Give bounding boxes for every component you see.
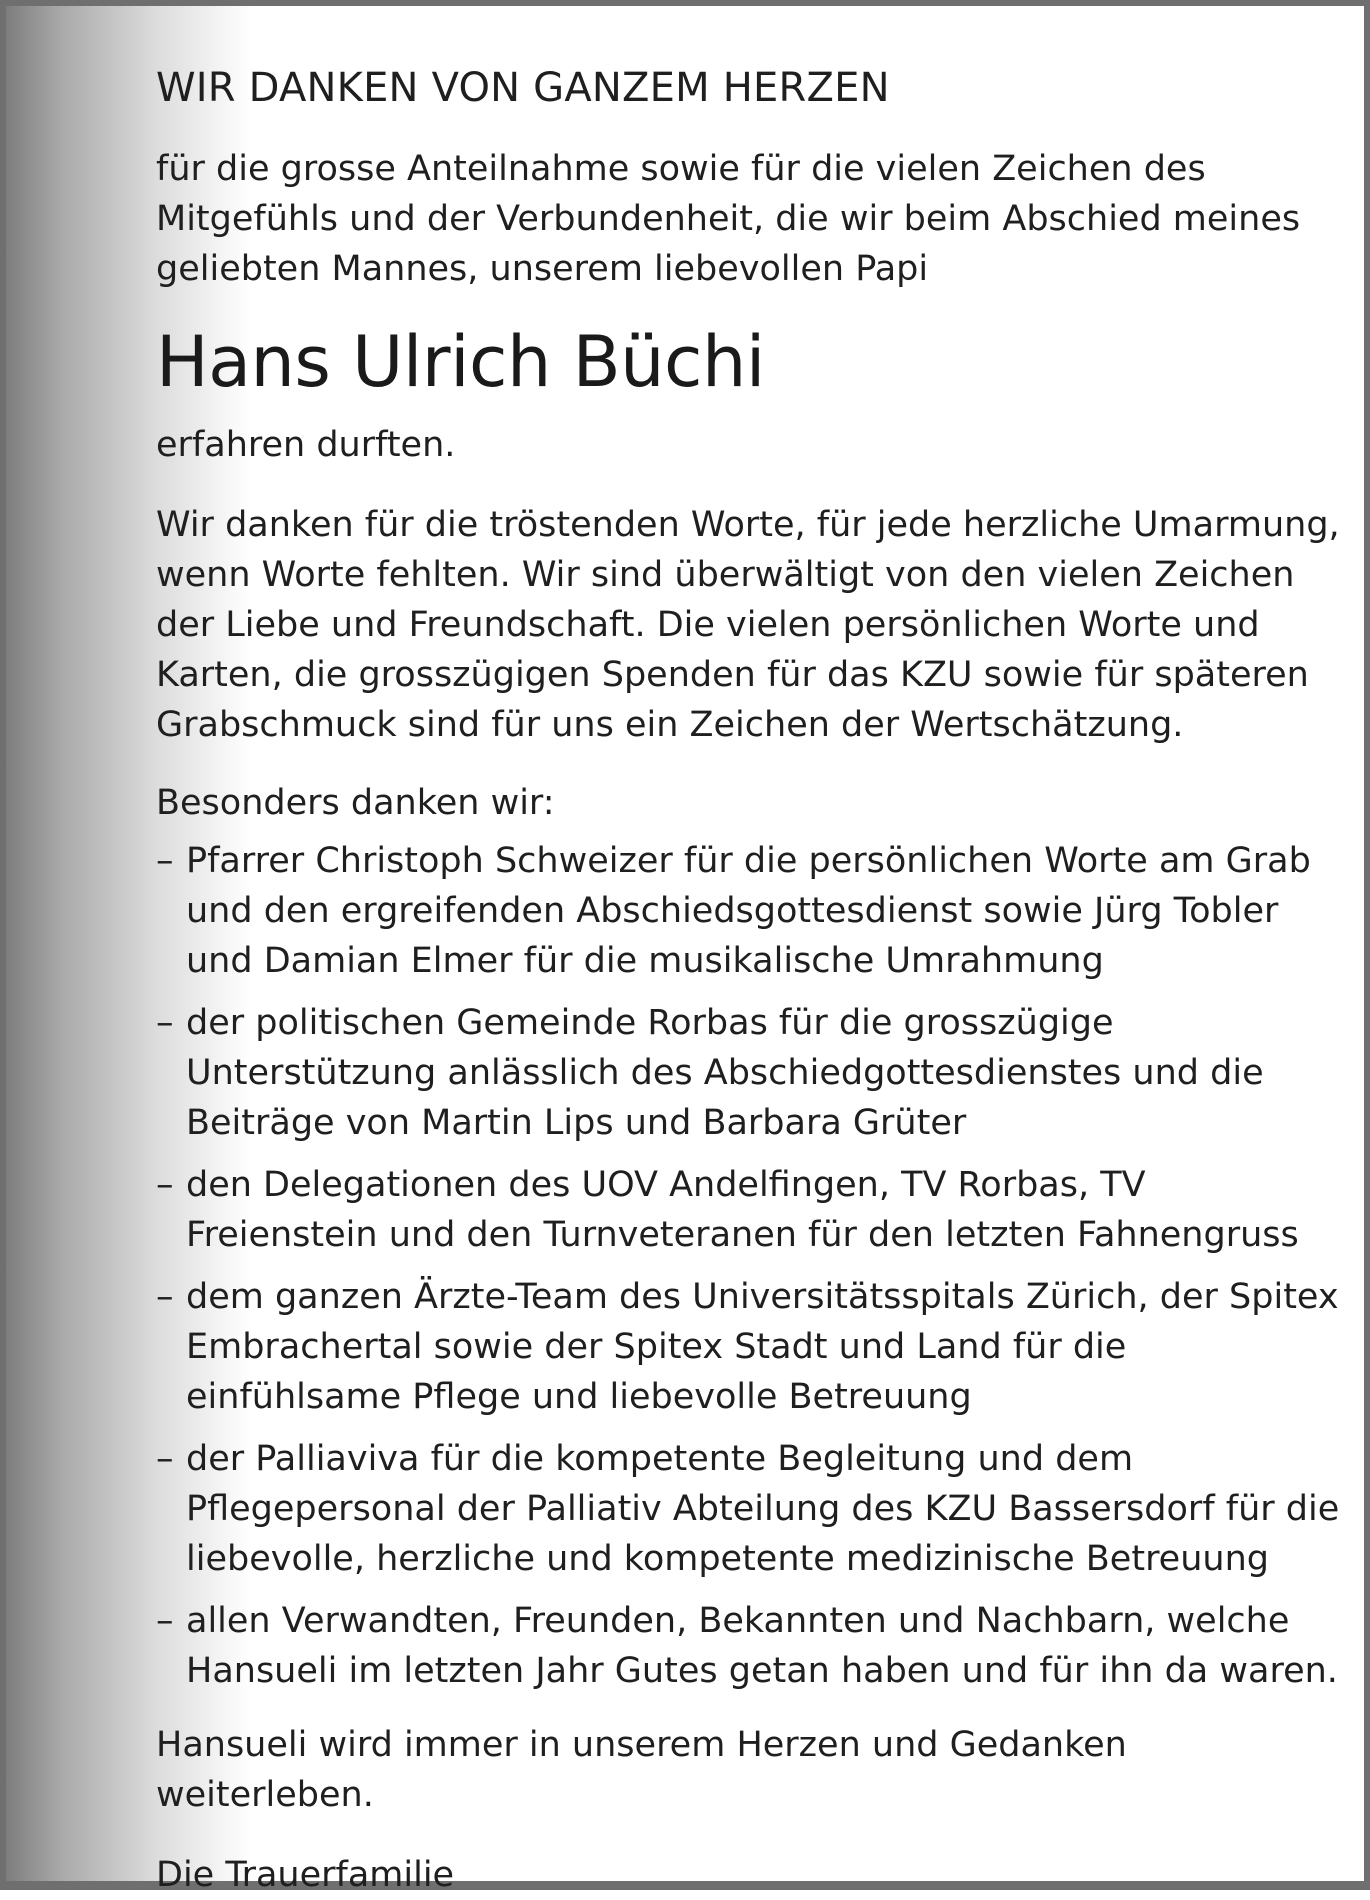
dash-bullet: – <box>156 1003 174 1043</box>
dash-bullet: – <box>156 1601 174 1641</box>
list-item-text: Pfarrer Christoph Schweizer für die persönlichen Worte am Grab und den ergreifenden Abschiedsgottesdienst sowie Jürg Tobler und Damian Elmer für die musikalische Umrahmung <box>186 841 1311 981</box>
list-item <box>156 998 1348 1148</box>
notice-content <box>156 62 1348 1900</box>
list-item <box>156 1434 1348 1584</box>
dash-bullet: – <box>156 1439 174 1479</box>
after-name-text: erfahren durften. <box>156 425 456 465</box>
list-item <box>156 1596 1348 1696</box>
signature: Die Trauerfamilie <box>156 1855 455 1895</box>
list-item <box>156 1160 1348 1260</box>
dash-bullet: – <box>156 1165 174 1205</box>
list-item-text: allen Verwandten, Freunden, Bekannten und Nachbarn, welche Hansueli im letzten Jahr Gutes getan haben und für ihn da waren. <box>186 1601 1338 1691</box>
notice-headline: WIR DANKEN VON GANZEM HERZEN <box>156 65 890 111</box>
list-item-text: den Delegationen des UOV Andelfingen, TV Rorbas, TV Freienstein und den Turnveteranen für den letzten Fahnengruss <box>186 1165 1299 1255</box>
list-item-text: dem ganzen Ärzte-Team des Universitätsspitals Zürich, der Spitex Embrachertal sowie der Spitex Stadt und Land für die einfühlsame Pflege und liebevolle Betreuung <box>186 1277 1339 1417</box>
intro-paragraph: für die grosse Anteilnahme sowie für die vielen Zeichen des Mitgefühls und der Verbundenheit, die wir beim Abschied meines geliebten Mannes, unserem liebevollen Papi <box>156 149 1301 289</box>
list-item <box>156 836 1348 986</box>
list-item <box>156 1272 1348 1422</box>
dash-bullet: – <box>156 841 174 881</box>
special-thanks-list <box>156 836 1348 1696</box>
dash-bullet: – <box>156 1277 174 1317</box>
closing-sentence: Hansueli wird immer in unserem Herzen und Gedanken weiterleben. <box>156 1725 1127 1815</box>
special-thanks-intro: Besonders danken wir: <box>156 783 555 823</box>
main-paragraph: Wir danken für die tröstenden Worte, für jede herzliche Umarmung, wenn Worte fehlten. Wir sind überwältigt von den vielen Zeichen der Liebe und Freundschaft. Die vielen persönlichen Worte und Karten, die grosszügigen Spenden für das KZU sowie für späteren Grabschmuck sind für uns ein Zeichen der Wertschätzung. <box>156 505 1340 745</box>
list-item-text: der politischen Gemeinde Rorbas für die grosszügige Unterstützung anlässlich des Abschiedgottesdienstes und die Beiträge von Martin Lips und Barbara Grüter <box>186 1003 1264 1143</box>
deceased-name: Hans Ulrich Büchi <box>156 321 765 403</box>
list-item-text: der Palliaviva für die kompetente Begleitung und dem Pflegepersonal der Palliativ Abteilung des KZU Bassersdorf für die liebevolle, herzliche und kompetente medizinische Betreuung <box>186 1439 1340 1579</box>
